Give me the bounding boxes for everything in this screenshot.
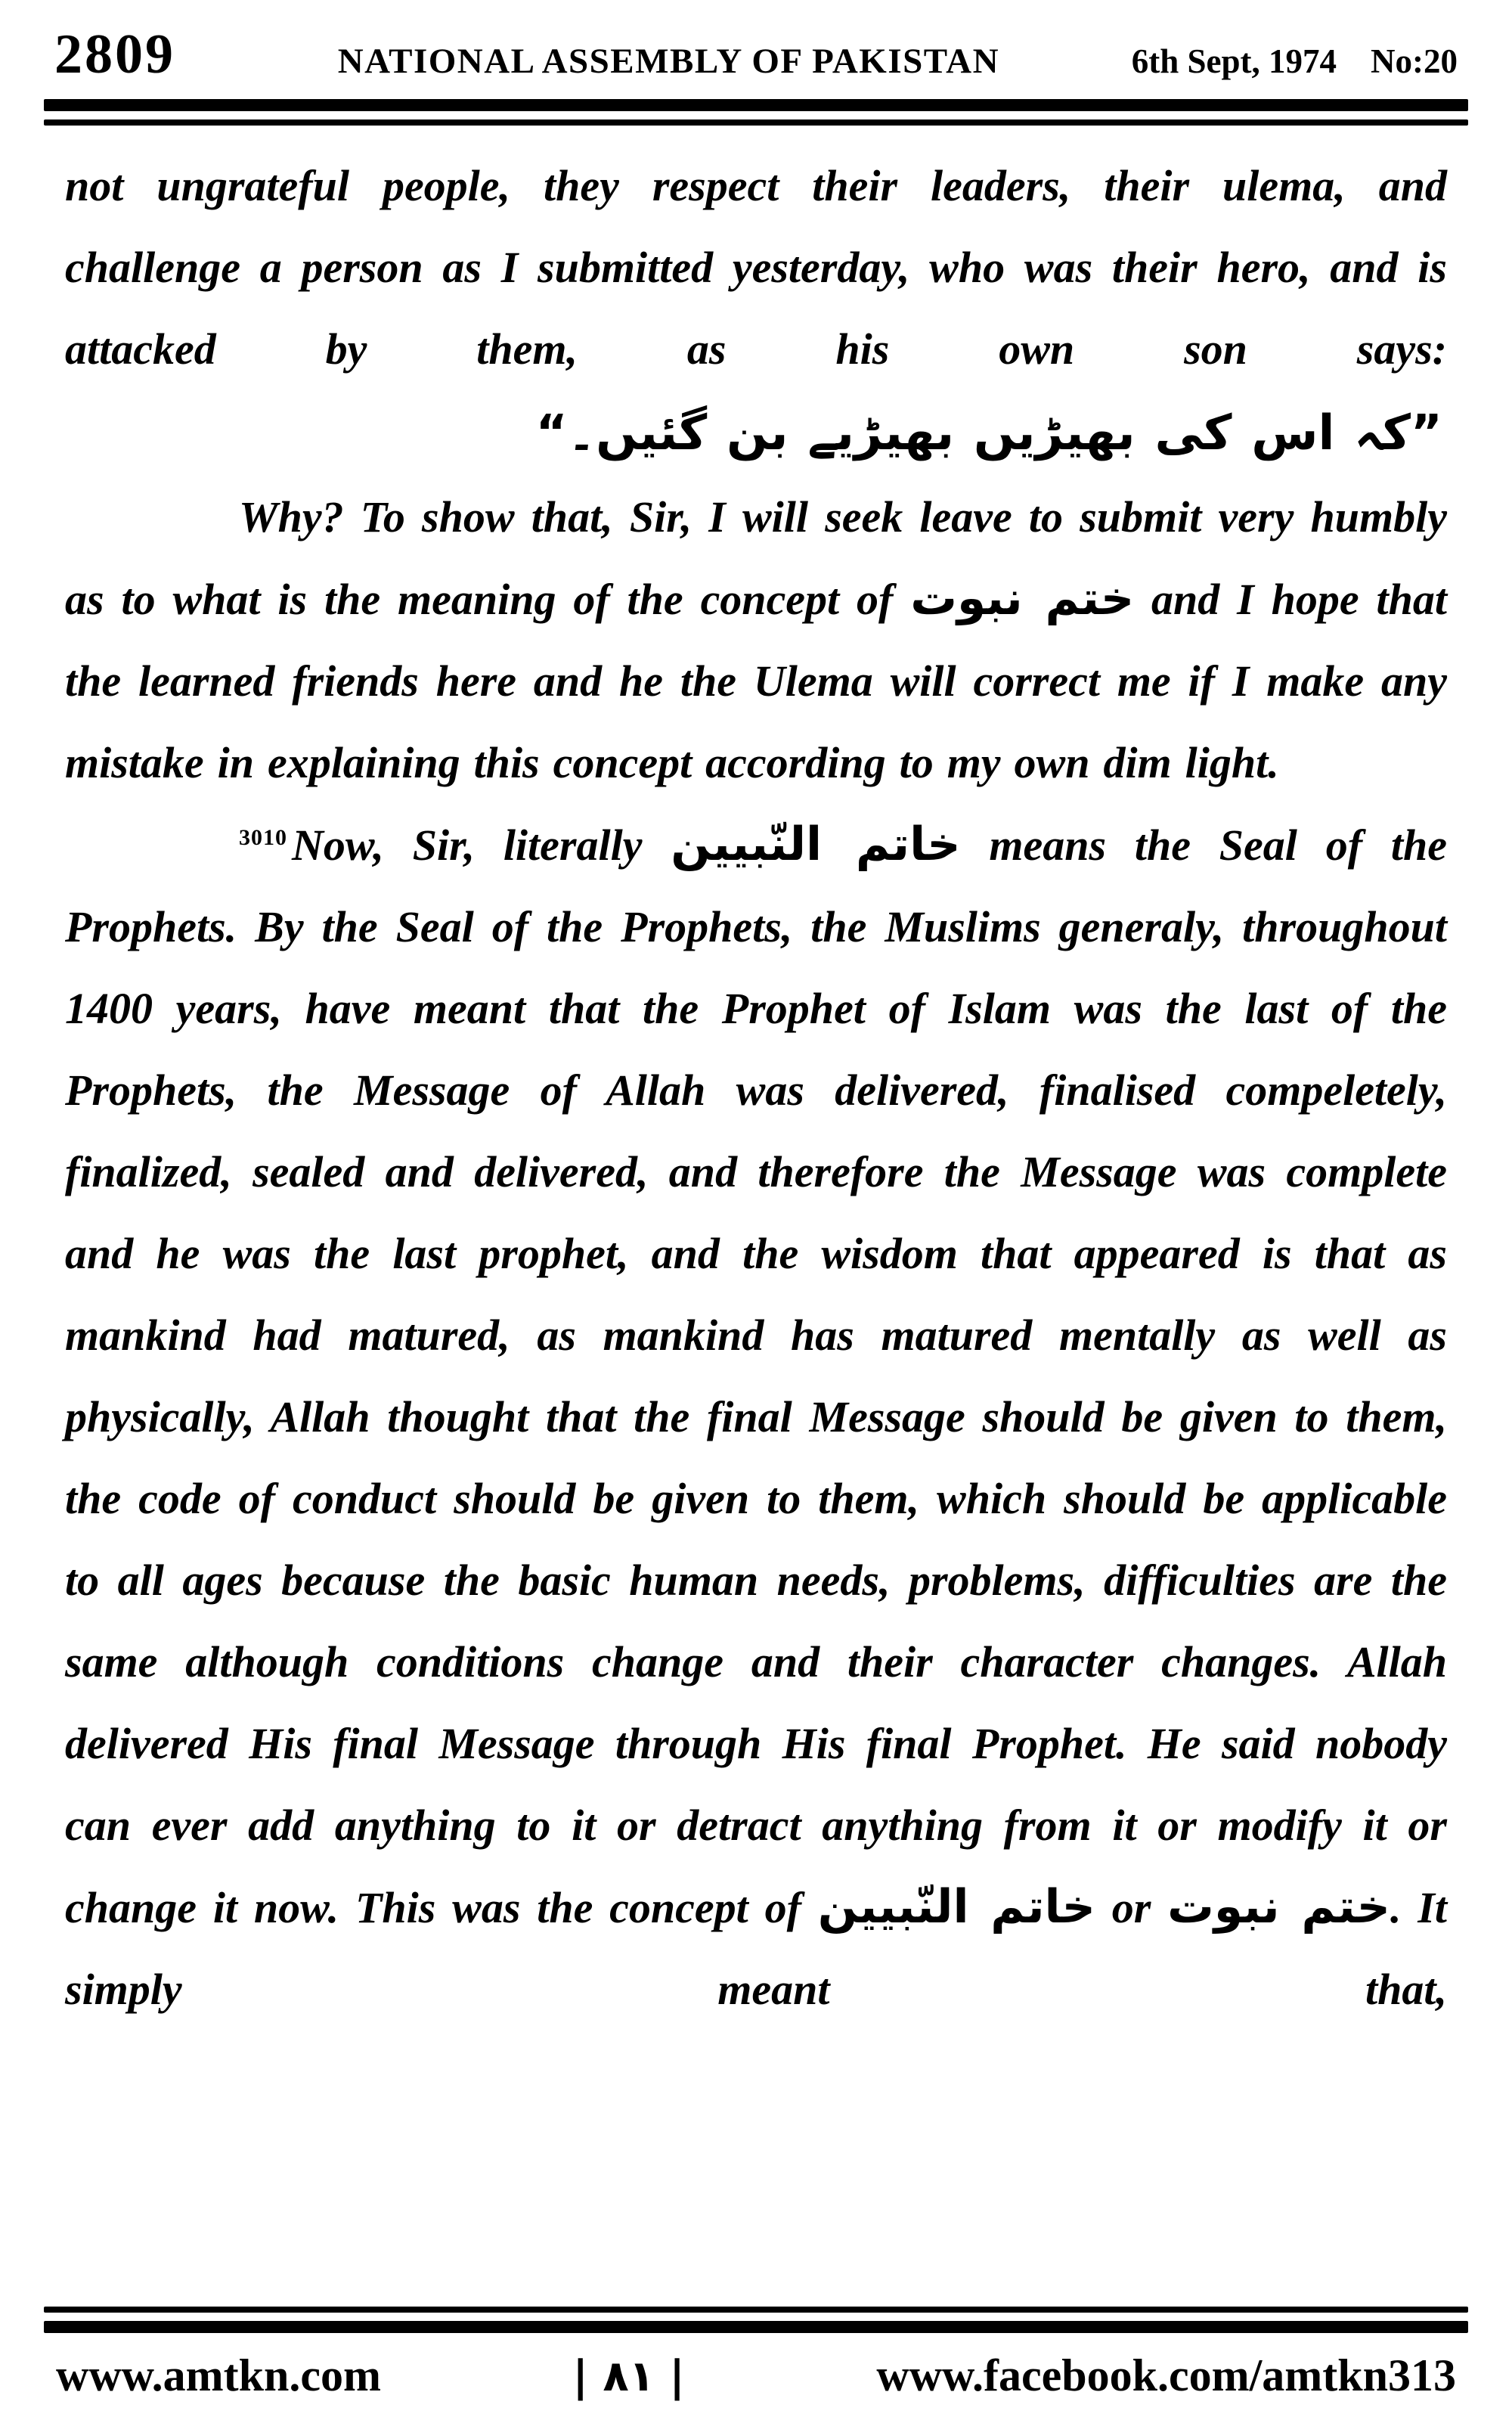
footer-website-url: www.amtkn.com: [56, 2350, 381, 2400]
header-rule-thick: [44, 99, 1468, 111]
paragraph-text: Why? To show that, Sir, I will seek leave to submit very humbly as to what is the meaning of the concept of: [65, 492, 1447, 624]
paragraph-text: Now, Sir, literally: [292, 821, 671, 870]
urdu-phrase-khatam-annabiyyin: خاتم النّبیین: [671, 818, 961, 871]
page-number: 2809: [54, 23, 175, 85]
header-rule-thin: [44, 119, 1468, 126]
footer-page-number-arabic: | ٨١ |: [572, 2352, 685, 2401]
footer-rule-thin: [44, 2307, 1468, 2313]
footer-text-row: [44, 2333, 1468, 2402]
header-title: NATIONAL ASSEMBLY OF PAKISTAN: [337, 42, 1000, 81]
column-marker: 3010: [239, 824, 287, 850]
paragraph-text: . It simply meant that,: [65, 1883, 1447, 2014]
paragraph-why: [65, 476, 1447, 804]
header-meta: [1132, 42, 1458, 81]
header-double-rule: [44, 99, 1468, 126]
urdu-phrase-khatm-e-nubuwwat: ختم نبوت: [910, 572, 1135, 625]
header-date: 6th Sept, 1974: [1131, 42, 1337, 80]
header-issue-number: No:20: [1371, 42, 1458, 80]
paragraph-continuation: [65, 145, 1447, 390]
paragraph-text: means the Seal of the Prophets. By the Seal of the Prophets, the Muslims generaly, throughout 1400 years, have meant that the Prophet of Islam was the last of the Prophets, the Message of Allah was delivered, finalised compeletely, finalized, sealed and delivered, and therefore the Message was complete and he was the last prophet, and the wisdom that appeared is that as mankind had matured, as mankind has matured mentally as well as physically, Allah thought that the final Message should be given to them, the code of conduct should be given to them, which should be applicable to all ages because the basic human needs, problems, difficulties are the same although conditions change and their character changes. Allah delivered His final Message through His final Prophet. He said nobody can ever add anything to it or detract anything from it or modify it or change it now. This was the concept of: [65, 821, 1447, 1932]
footer-double-rule: [44, 2307, 1468, 2333]
paragraph-text: and I hope that the learned friends here and he the Ulema will correct me if I make any mistake in explaining this concept according to my own dim light.: [65, 575, 1448, 787]
paragraph-text: or: [1095, 1883, 1168, 1932]
footer-rule-thick: [44, 2321, 1468, 2333]
document-body: [44, 126, 1468, 2031]
urdu-phrase-khatm-e-nubuwwat: ختم نبوت: [1167, 1880, 1390, 1934]
paragraph-text: not ungrateful people, they respect their leaders, their ulema, and challenge a person as I submitted yesterday, who was their hero, and is attacked by them, as his own son says:: [65, 161, 1447, 374]
urdu-phrase-khatam-annabiyyin: خاتم النّبیین: [817, 1880, 1095, 1934]
page-footer: [44, 2307, 1468, 2402]
urdu-verse-quote: ”کہ اس کی بھیڑیں بھیڑیے بن گئیں۔“: [535, 405, 1442, 461]
page-header: [44, 23, 1468, 87]
footer-facebook-url: www.facebook.com/amtkn313: [876, 2350, 1456, 2400]
paragraph-seal-of-prophets: [65, 804, 1447, 2031]
